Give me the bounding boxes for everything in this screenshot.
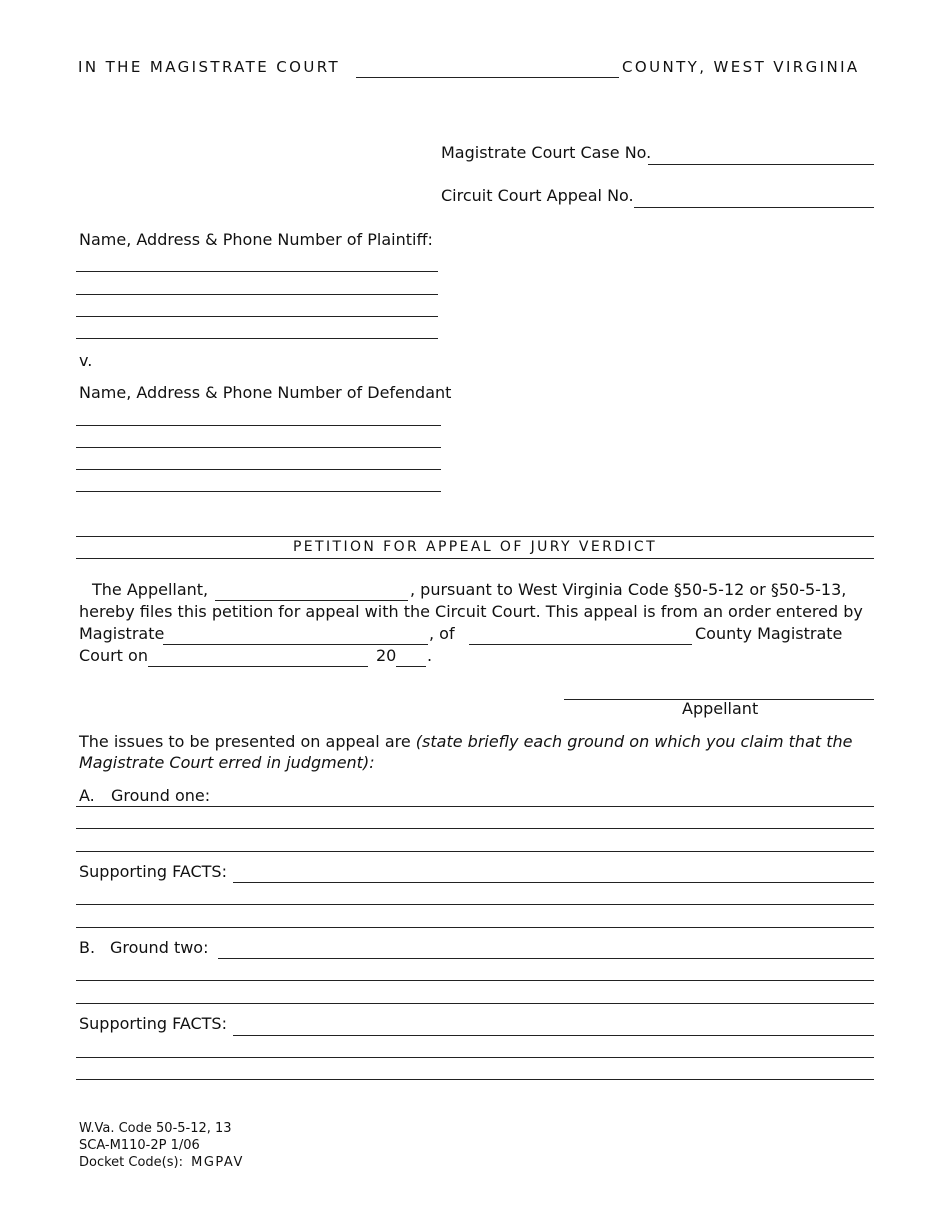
court-prefix: IN THE MAGISTRATE COURT: [78, 58, 341, 76]
circuit-appeal-label: Circuit Court Appeal No.: [441, 186, 634, 205]
plaintiff-line-1[interactable]: [76, 271, 438, 272]
footer-code: W.Va. Code 50-5-12, 13: [79, 1121, 232, 1136]
ground-b-line-1[interactable]: [218, 958, 874, 959]
defendant-line-1[interactable]: [76, 425, 441, 426]
ground-b-letter: B.: [79, 938, 96, 957]
plaintiff-label: Name, Address & Phone Number of Plaintiff:: [79, 230, 433, 249]
plaintiff-line-3[interactable]: [76, 316, 438, 317]
issues-intro: [79, 732, 852, 751]
ground-a-line-1[interactable]: [76, 806, 874, 807]
docket-value: MGPAV: [191, 1155, 244, 1170]
petition-line-2: hereby files this petition for appeal with the Circuit Court. This appeal is from an order entered by: [79, 602, 863, 621]
ground-a-facts-line-2[interactable]: [76, 904, 874, 905]
footer-docket: [79, 1155, 244, 1170]
ground-b-facts-label: Supporting FACTS:: [79, 1014, 227, 1033]
defendant-label: Name, Address & Phone Number of Defendant: [79, 383, 452, 402]
footer-form-number: SCA-M110-2P 1/06: [79, 1138, 200, 1153]
appellant-signature-label: Appellant: [682, 699, 759, 718]
issues-intro-text: The issues to be presented on appeal are: [79, 732, 411, 751]
magistrate-case-label: Magistrate Court Case No.: [441, 143, 652, 162]
ground-b-facts-line-3[interactable]: [76, 1079, 874, 1080]
ground-a-line-3[interactable]: [76, 851, 874, 852]
order-date-field[interactable]: [148, 666, 368, 667]
defendant-line-3[interactable]: [76, 469, 441, 470]
ground-a-facts-line-1[interactable]: [233, 882, 874, 883]
issues-intro-italic-2: Magistrate Court erred in judgment):: [79, 753, 375, 772]
circuit-appeal-number-field[interactable]: [634, 207, 874, 208]
plaintiff-line-4[interactable]: [76, 338, 438, 339]
court-suffix: COUNTY, WEST VIRGINIA: [622, 58, 860, 76]
magistrate-name-field[interactable]: [163, 644, 428, 645]
of-word: , of: [429, 624, 455, 643]
code-reference: , pursuant to West Virginia Code §50-5-12 or §50-5-13,: [410, 580, 847, 599]
title-rule-top: [76, 536, 874, 537]
ground-a-label: Ground one:: [111, 786, 211, 805]
year-field[interactable]: [396, 666, 426, 667]
ground-a-facts-line-3[interactable]: [76, 927, 874, 928]
appellant-name-field[interactable]: [215, 600, 408, 601]
county-magistrate-text: County Magistrate: [695, 624, 843, 643]
petition-title: PETITION FOR APPEAL OF JURY VERDICT: [292, 539, 658, 555]
court-on-text: Court on: [79, 646, 148, 665]
magistrate-word: Magistrate: [79, 624, 165, 643]
title-rule-bottom: [76, 558, 874, 559]
ground-b-line-3[interactable]: [76, 1003, 874, 1004]
ground-a-line-2[interactable]: [76, 828, 874, 829]
ground-a-letter: A.: [79, 786, 95, 805]
issues-intro-italic-1: (state briefly each ground on which you claim that the: [415, 732, 853, 751]
period: .: [427, 646, 433, 665]
defendant-line-2[interactable]: [76, 447, 441, 448]
appellant-intro: The Appellant,: [92, 580, 209, 599]
county-name-field[interactable]: [356, 77, 619, 78]
ground-b-label: Ground two:: [110, 938, 209, 957]
county-field[interactable]: [469, 644, 692, 645]
ground-b-facts-line-1[interactable]: [233, 1035, 874, 1036]
ground-a-facts-label: Supporting FACTS:: [79, 862, 227, 881]
magistrate-case-number-field[interactable]: [648, 164, 874, 165]
versus-text: v.: [79, 351, 93, 370]
docket-label: Docket Code(s):: [79, 1155, 183, 1170]
year-prefix: 20: [376, 646, 397, 665]
ground-b-line-2[interactable]: [76, 980, 874, 981]
plaintiff-line-2[interactable]: [76, 294, 438, 295]
ground-b-facts-line-2[interactable]: [76, 1057, 874, 1058]
defendant-line-4[interactable]: [76, 491, 441, 492]
